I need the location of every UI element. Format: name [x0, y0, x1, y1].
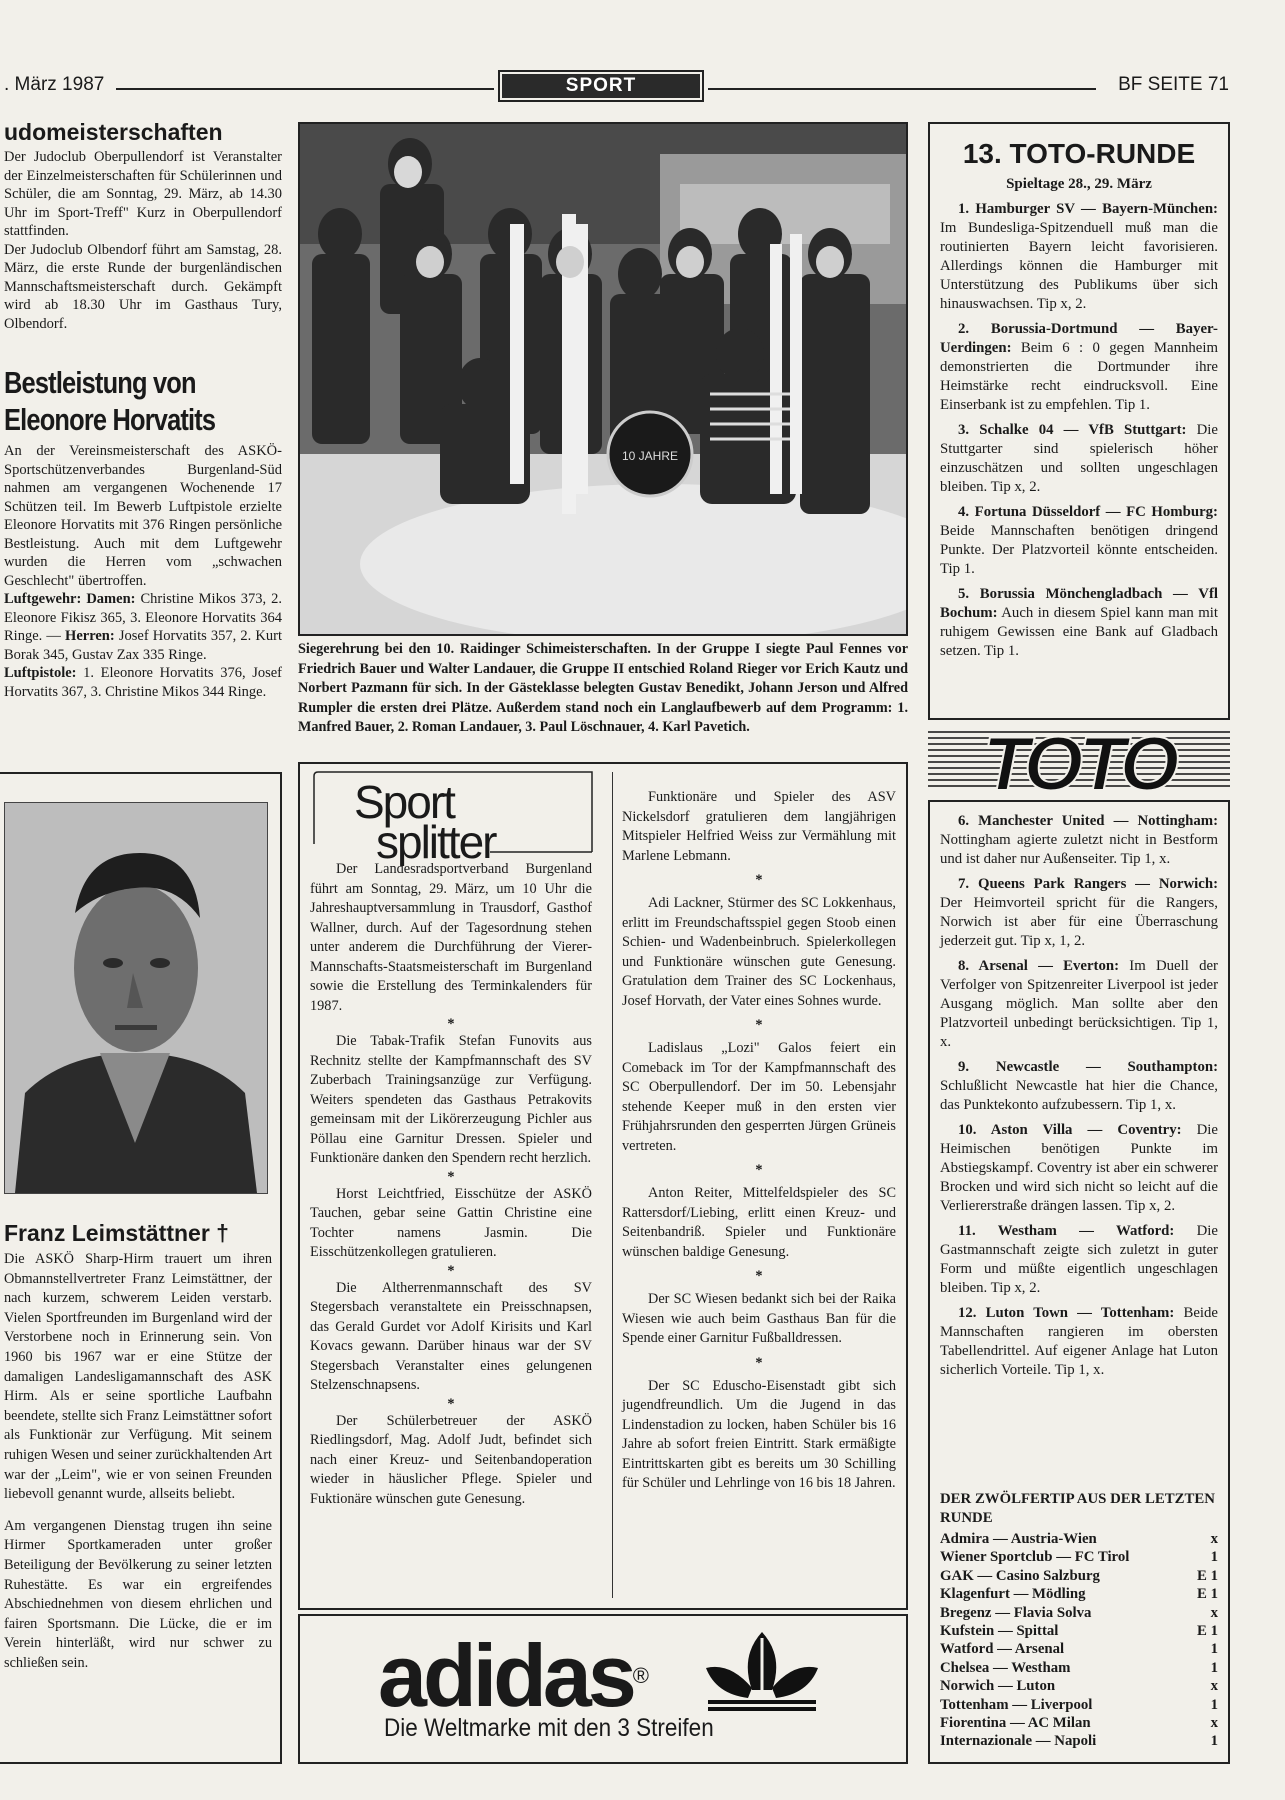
toto-title: 13. TOTO-RUNDE [962, 138, 1196, 169]
tip-value: 1 [1210, 1733, 1218, 1750]
toto-game-head: 5. Borussia Mönchengladbach — Vfl Bochum: [940, 586, 1218, 621]
toto-game-head: 9. Newcastle — Southampton: [958, 1059, 1218, 1075]
toto-game [940, 957, 1218, 1052]
toto-game-head: 4. Fortuna Düsseldorf — FC Homburg: [958, 504, 1218, 520]
tip-value: x [1210, 1531, 1218, 1547]
toto-game [940, 1304, 1218, 1380]
toto-game-text: Beide Mannschaften benötigen dringend Punkte. Der Platzvorteil könnte entscheiden. Tip 1. [940, 523, 1218, 577]
toto-game-text: Im Duell der Verfolger von Spitzenreiter Liverpool ist jeder Ausgang möglich. Man sollte aber den Platzvorteil unbedingt berücksichtigen. Tip 1, x. [940, 958, 1218, 1050]
lg-herren-label: Herren: [60, 628, 115, 644]
toto-game-head: 6. Manchester United — Nottingham: [958, 813, 1218, 829]
zwoelfertip-title: DER ZWÖLFERTIP AUS DER LETZTEN RUNDE [940, 1491, 1215, 1526]
toto-games-lower [940, 812, 1218, 1386]
lg-label: Luftgewehr: Damen: [4, 591, 136, 607]
tip-match: Norwich — Luton [940, 1678, 1056, 1695]
logo-word-sport: Sport [354, 776, 454, 828]
toto-game [940, 812, 1218, 869]
adidas-word: adidas [378, 1626, 633, 1725]
judo-title: udomeisterschaften [4, 119, 223, 145]
splitter-item: Anton Reiter, Mittelfeldspieler des SC Rattersdorf/Liebing, erlitt einen Kreuz- und Seitenbandriß. Spieler und Funktionäre wünschen baldige Genesung. [622, 1185, 896, 1260]
toto-game-head: 1. Hamburger SV — Bayern-München: [958, 201, 1218, 217]
tip-match: Tottenham — Liverpool [940, 1696, 1093, 1713]
bestleistung-title-line2: Eleonore Horvatits [4, 402, 216, 437]
splitter-item: Horst Leichtfried, Eisschütze der ASKÖ Tauchen, gebar seine Gattin Christine eine Tochter namens Jasmin. Die Eisschützenkollegen gratulieren. [310, 1185, 592, 1260]
splitter-item: Ladislaus „Lozi" Galos feiert ein Comeback im Tor der Kampfmannschaft des SC Oberpullendorf. Der im 50. Lebensjahr stehende Keeper muß in den ersten vier Frühjahrsrunden den gesperrten Jürgen Grüneis vertreten. [622, 1040, 896, 1154]
tip-value: x [1210, 1604, 1218, 1621]
judo-article [4, 118, 282, 333]
tip-value: 1 [1210, 1696, 1218, 1713]
toto-games-upper [940, 200, 1218, 667]
section-banner [498, 70, 704, 102]
judo-paragraph-1: Der Judoclub Oberpullendorf ist Veranstalter der Einzelmeisterschaften für Schülerinnen und Schüler, die am Sonntag, 29. März, ab 14.30 Uhr im Sport-Treff" Kurz in Oberpullendorf stattfinden. [4, 149, 282, 239]
bestleistung-luftpistole [4, 664, 282, 701]
splitter-item: Der Schülerbetreuer der ASKÖ Riedlingsdorf, Mag. Adolf Judt, befindet sich nach einer Kreuz- und Seitenbandoperation wieder in häuslicher Pflege. Spieler und Fuktionäre wünschen gute Genesung. [310, 1412, 592, 1507]
tip-row [940, 1659, 1218, 1677]
logo-word-splitter: splitter [376, 816, 496, 866]
trefoil-icon [700, 1628, 824, 1714]
toto-game-text: Nottingham agierte zuletzt nicht in Bestform und ist daher nur Außenseiter. Tip 1, x. [940, 832, 1218, 867]
tip-match: Admira — Austria-Wien [940, 1531, 1097, 1547]
obituary-paragraph-1: Die ASKÖ Sharp-Hirm trauert um ihren Obmannstellvertreter Franz Leimstättner, der nach kurzem, schwerem Leiden verstarb. Vielen Sportfreunden im Burgenland wird der Verstorbene noch in Erinnerung sein. Von 1960 bis 1967 war er eine Stütze der damaligen Landesligamannschaft des ASK Hirm. Als er seine sportliche Laufbahn beendete, stellte sich Franz Leimstättner sofort als Funktionär zur Verfügung. Mit seinem ruhigen Wesen und seiner zurückhaltenden Art war der „Leim", wie er von seinen Freunden liebevoll genannt wurde, allseits beliebt. [4, 1251, 272, 1503]
toto-game-head: 8. Arsenal — Everton: [958, 958, 1120, 974]
toto-game-text: Die Gastmannschaft zeigte sich zuletzt in guter Form und müßte eigentlich ungeschlagen bleiben. Tip x, 2. [940, 1223, 1218, 1296]
tip-row [940, 1640, 1218, 1658]
splitter-item: Der SC Eduscho-Eisenstadt gibt sich jugendfreundlich. Um die Jugend in das Lindenstadion zu locken, haben Schüler bis 16 Jahre ab sofort freien Eintritt. Stark ermäßigte Eintrittskarten gibt es bereits um 30 Schilling für Schüler und Lehrlinge von 16 bis 18 Jahren. [622, 1377, 896, 1491]
separator-star: * [755, 1162, 763, 1178]
tip-value: x [1210, 1715, 1218, 1732]
separator-star: * [447, 1016, 455, 1032]
toto-game [940, 1222, 1218, 1298]
adidas-slogan: Die Weltmarke mit den 3 Streifen [384, 1714, 714, 1742]
toto-game-text: Auch in diesem Spiel kann man mit ruhigem Gewissen eine Bank auf Gladbach setzen. Tip 1. [940, 605, 1218, 659]
tip-match: Fiorentina — AC Milan [940, 1715, 1091, 1732]
tip-row [940, 1714, 1218, 1732]
tip-row [940, 1548, 1218, 1566]
tip-row [940, 1585, 1218, 1603]
separator-star: * [447, 1395, 455, 1412]
sportsplitter-column-2 [622, 788, 896, 1494]
tip-match: Wiener Sportclub — FC Tirol [940, 1549, 1130, 1566]
sportsplitter-logo [310, 770, 596, 866]
toto-logo [928, 724, 1230, 798]
award-photo [298, 122, 908, 636]
photo-caption: Siegerehrung bei den 10. Raidinger Schimeisterschaften. In der Gruppe I siegte Paul Fennes vor Friedrich Bauer und Walter Landauer, die Gruppe II entschied Roland Rieger vor Erich Kautz und Norbert Pazmann für sich. In der Gästeklasse belegten Gustav Benedikt, Johann Jerson und Alfred Rumpler die ersten drei Plätze. Außerdem stand noch ein Langlaufbewerb auf dem Programm: 1. Manfred Bauer, 2. Roman Landauer, 3. Paul Löschnauer, 4. Karl Pavetich. [298, 641, 908, 735]
bestleistung-text: An der Vereinsmeisterschaft des ASKÖ-Sportschützenverbandes Burgenland-Süd nahmen am vergangenen Wochenende 17 Schützen teil. Im Bewerb Luftpistole erzielte Eleonore Horvatits mit 376 Ringen persönliche Bestleistung. Auch mit dem Luftgewehr wurden die Herren vom „schwachen Geschlecht" übertroffen. [4, 443, 282, 589]
trefoil-graphic [700, 1628, 824, 1714]
header-rule-right [708, 88, 1096, 90]
toto-game [940, 421, 1218, 497]
toto-game [940, 875, 1218, 951]
splitter-item: Der Landesradsportverband Burgenland führt am Sonntag, 29. März, um 10 Uhr die Jahreshauptversammlung in Trausdorf, Gasthof Wallner, durch. Auf der Tagesordnung stehen unter anderem die Durchführung der Vierer-Mannschafts-Staatsmeisterschaft im Burgenland sowie die Erstellung des Terminkalenders für 1987. [310, 861, 592, 1014]
toto-game [940, 1058, 1218, 1115]
obituary-text [4, 1250, 272, 1673]
toto-game-head: 10. Aston Villa — Coventry: [958, 1122, 1182, 1138]
toto-game-text: Der Heimvorteil spricht für die Rangers, Norwich ist aber für eine Überraschung jederzeit gut. Tip x, 1, 2. [940, 895, 1218, 949]
tip-value: x [1210, 1678, 1218, 1695]
tip-value: E 1 [1197, 1586, 1218, 1603]
tip-row [940, 1696, 1218, 1714]
toto-game-head: 2. Borussia-Dortmund — Bayer-Uerdingen: [940, 321, 1218, 356]
photo-sign-text: 10 JAHRE [621, 449, 679, 463]
tip-value: 1 [1210, 1549, 1218, 1566]
tip-row [940, 1622, 1218, 1640]
tip-row [940, 1677, 1218, 1695]
splitter-item: Der SC Wiesen bedankt sich bei der Raika Wiesen wie auch beim Gasthaus Ban für die Spende einer Garnitur Fußballdressen. [622, 1291, 896, 1346]
toto-game [940, 320, 1218, 415]
separator-star: * [447, 1262, 455, 1279]
toto-game-text: Schlußlicht Newcastle hat hier die Chance, das Punktekonto aufzubessern. Tip 1, x. [940, 1078, 1218, 1113]
portrait-image [5, 803, 267, 1193]
splitter-item: Funktionäre und Spieler des ASV Nickelsdorf gratulieren dem langjährigen Mitspieler Helfried Weiss zur Vermählung mit Marlene Lebmann. [622, 789, 896, 864]
toto-game [940, 1121, 1218, 1216]
registered-mark: ® [632, 1663, 645, 1688]
toto-game-text: Im Bundesliga-Spitzenduell muß man die routinierten Bayern leicht favorisieren. Allerdings können die Hamburger mit Unterstützung des Publikums über sich hinauswachsen. Tip x, 2. [940, 220, 1218, 312]
toto-game [940, 200, 1218, 314]
toto-game-text: Die Stuttgarter sind spielerisch höher einzuschätzen und sollten ungeschlagen bleiben. Tip x, 2. [940, 422, 1218, 495]
toto-game-text: Beim 6 : 0 gegen Mannheim demonstrierten die Dortmunder ihre Heimstärke recht eindrucksvoll. Eine Einserbank ist zu empfehlen. Tip 1. [940, 340, 1218, 413]
tip-value: 1 [1210, 1659, 1218, 1676]
zwoelfertip-list [940, 1530, 1218, 1751]
header-date: . März 1987 [4, 74, 105, 95]
splitter-item: Adi Lackner, Stürmer des SC Lokkenhaus, erlitt im Freundschaftsspiel gegen Stoob einen Schien- und Wadenbeinbruch. Spielerkollegen und Funktionäre wünschen gute Genesung. Gratulation dem Trainer des SC Lockenhaus, Josef Horvath, der Vater eines Sohnes wurde. [622, 895, 896, 1009]
toto-game [940, 503, 1218, 579]
tip-value: 1 [1210, 1641, 1218, 1658]
tip-row [940, 1604, 1218, 1622]
toto-game-head: 12. Luton Town — Tottenham: [958, 1305, 1175, 1321]
bestleistung-luftgewehr [4, 590, 282, 664]
splitter-item: Die Tabak-Trafik Stefan Funovits aus Rechnitz stellte der Kampfmannschaft des SV Zuberbach Trainingsanzüge zur Verfügung. Weiters spendeten das Gasthaus Petrakovits gemeinsam mit der Likörerzeugung Pichler aus Pöllau eine Garnitur Dressen. Spieler und Funktionäre danken den Spendern recht herzlich. [310, 1033, 592, 1166]
separator-star: * [755, 1268, 763, 1284]
tip-row [940, 1530, 1218, 1548]
adidas-wordmark [378, 1626, 645, 1726]
splitter-item: Die Altherrenmannschaft des SV Stegersbach veranstaltete ein Preisschnapsen, das Gerald Gurdet vor Adolf Kirisits und Karl Kovacs gewann. Darüber hinaus war der SV Stegersbach Veranstalter eines gelungenen Stelzenschnapsens. [310, 1279, 592, 1393]
bestleistung-title-line1: Bestleistung von [4, 365, 196, 400]
toto-game-head: 7. Queens Park Rangers — Norwich: [958, 876, 1218, 892]
lp-text: 1. Eleonore Horvatits 376, Josef Horvatits 367, 3. Christine Mikos 344 Ringe. [4, 665, 282, 700]
sportsplitter-divider [612, 772, 613, 1598]
toto-game-text: Die Heimischen benötigen Punkte im Abstiegskampf. Coventry ist aber ein schwerer Brocken und wird sich nicht so leicht auf die Verliererstraße drängen lassen. Tip x, 2. [940, 1122, 1218, 1214]
tip-match: Internazionale — Napoli [940, 1733, 1097, 1750]
separator-star: * [755, 1017, 763, 1033]
tip-row [940, 1567, 1218, 1585]
judo-paragraph-2: Der Judoclub Olbendorf führt am Samstag, 28. März, die erste Runde der burgenländischen Mannschaftsmeisterschaft durch. Gekämpft wird ab 18.30 Uhr im Gasthaus Tury, Olbendorf. [4, 241, 282, 332]
obituary-portrait [4, 802, 268, 1194]
toto-game-head: 3. Schalke 04 — VfB Stuttgart: [958, 422, 1187, 438]
obituary-title: Franz Leimstättner † [4, 1220, 229, 1246]
lp-label: Luftpistole: [4, 665, 77, 681]
award-photo-image [300, 124, 906, 634]
obituary-paragraph-2: Am vergangenen Dienstag trugen ihn seine Hirmer Sportkameraden unter großer Beteiligung der Bevölkerung zu seiner letzten Ruhestätte. Es war ein ergreifendes Abschiednehmen von diesem ehrlichen und fairen Sportsmann. Die Lücke, die er im Verein hinterläßt, wird nur schwer zu schließen sein. [4, 1517, 272, 1671]
tip-match: Klagenfurt — Mödling [940, 1586, 1086, 1603]
toto-game-text: Beide Mannschaften rangieren im obersten Tabellendrittel. Auf eigener Anlage hat Luton sicherlich Vorteile. Tip 1, x. [940, 1305, 1219, 1378]
tip-value: E 1 [1197, 1623, 1218, 1640]
toto-game [940, 585, 1218, 661]
bestleistung-article [4, 364, 282, 701]
sportsplitter-logo-graphic [310, 770, 596, 866]
tip-match: Chelsea — Westham [940, 1659, 1071, 1676]
separator-star: * [755, 872, 763, 888]
toto-subtitle: Spieltage 28., 29. März [1006, 176, 1152, 192]
page-number: BF SEITE 71 [1118, 74, 1229, 95]
tip-row [940, 1732, 1218, 1750]
tip-match: Kufstein — Spittal [940, 1623, 1059, 1640]
toto-logo-text: TOTO [982, 724, 1176, 798]
section-label: SPORT [502, 74, 700, 98]
tip-match: GAK — Casino Salzburg [940, 1567, 1100, 1584]
tip-match: Bregenz — Flavia Solva [940, 1604, 1092, 1621]
separator-star: * [447, 1168, 455, 1185]
tip-value: E 1 [1197, 1567, 1218, 1584]
toto-game-head: 11. Westham — Watford: [958, 1223, 1175, 1239]
toto-logo-graphic [928, 724, 1230, 798]
tip-match: Watford — Arsenal [940, 1641, 1065, 1658]
separator-star: * [755, 1354, 763, 1371]
lg-herren: Josef Horvatits 357, 2. Kurt Borak 345, Gustav Zax 335 Ringe. [4, 628, 282, 663]
header-rule-left [116, 88, 494, 90]
lg-damen: Christine Mikos 373, 2. Eleonore Fikisz 365, 3. Eleonore Horvatits 364 Ringe. — [4, 591, 282, 644]
sportsplitter-column-1 [310, 860, 592, 1509]
